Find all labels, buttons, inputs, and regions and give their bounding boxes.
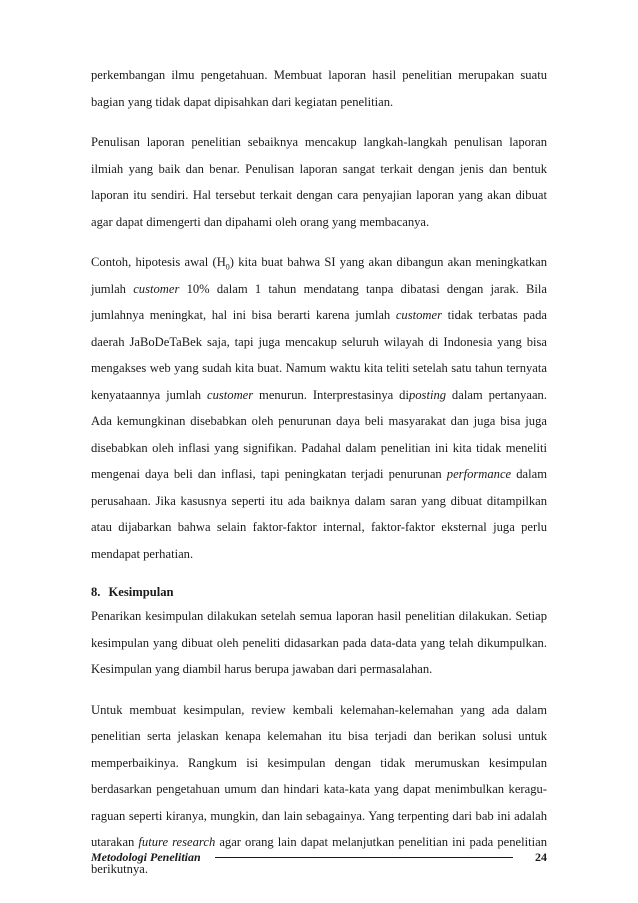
text-run: tidak terbatas pada daerah JaBoDeTaBek saja, tapi juga mencakup seluruh wilayah di Indonesia yang bisa mengakses web yang sudah kita buat. Namum waktu kita teliti setelah satu tahun ternyata kenyataannya jumlah: [91, 308, 547, 402]
text-run: 10% dalam 1 tahun mendatang tanpa dibatasi dengan jarak. Bila jumlahnya meningkat, hal ini bisa berarti karena jumlah: [91, 281, 547, 322]
text-run: dalam pertanyaan. Ada kemungkinan disebabkan oleh penurunan daya beli masyarakat dan juga bisa juga disebabkan oleh inflasi yang signifikan. Padahal dalam penelitian ini kita tidak meneliti mengenai daya beli dan inflasi, tapi peningkatan terjadi penurunan: [91, 387, 547, 481]
section-number: 8.: [91, 585, 101, 599]
subscript-zero: 0: [225, 262, 230, 272]
page-body: [91, 62, 547, 896]
text-run: Contoh, hipotesis awal (H: [91, 255, 226, 269]
italic-term: customer: [133, 281, 180, 296]
italic-term: customer: [206, 387, 254, 402]
text-run: ) kita buat bahwa SI yang akan dibangun akan meningkatkan jumlah: [91, 255, 547, 296]
page-number: 24: [535, 849, 547, 864]
paragraph-hypothesis-example: [91, 249, 547, 567]
page-footer: [91, 849, 547, 865]
section-heading-kesimpulan: [91, 581, 547, 603]
footer-title: Metodologi Penelitian: [91, 849, 201, 864]
text-run: Untuk membuat kesimpulan, review kembali kelemahan-kelemahan yang ada dalam penelitian serta jelaskan kenapa kelemahan itu bisa terjadi dan berikan solusi untuk memperbaikinya. Rangkum isi kesimpulan dengan tidak merumuskan kesimpulan berdasarkan pengetahuan umum dan hindari kata-kata yang dapat menimbulkan keragu-raguan seperti kiranya, mungkin, dan lain sebagainya. Yang terpenting dari bab ini adalah utarakan: [91, 702, 547, 849]
paragraph-conclusion-definition: Penarikan kesimpulan dilakukan setelah semua laporan hasil penelitian dilakukan. Setiap kesimpulan yang dibuat oleh peneliti didasarkan pada data-data yang telah dikumpulkan. Kesimpulan yang diambil harus berupa jawaban dari permasalahan.: [91, 609, 547, 676]
text-run: dalam perusahaan. Jika kasusnya seperti itu ada baiknya dalam saran yang dibuat ditampilkan atau dijabarkan bahwa selain faktor-faktor internal, faktor-faktor eksternal juga perlu mendapat perhatian.: [91, 467, 547, 561]
italic-term: future research: [138, 835, 216, 849]
footer-rule: [215, 857, 513, 858]
paragraph-intro-continuation: perkembangan ilmu pengetahuan. Membuat laporan hasil penelitian merupakan suatu bagian yang tidak dapat dipisahkan dari kegiatan penelitian.: [91, 68, 547, 109]
text-run: agar orang lain dapat melanjutkan penelitian ini pada penelitian berikutnya.: [91, 835, 547, 876]
italic-term: customer: [395, 308, 442, 322]
italic-term: posting: [408, 387, 447, 402]
paragraph-report-writing: Penulisan laporan penelitian sebaiknya mencakup langkah-langkah penulisan laporan ilmiah yang baik dan benar. Penulisan laporan sangat terkait dengan jenis dan bentuk laporan itu sendiri. Hal tersebut terkait dengan cara penyajian laporan yang akan dibuat agar dapat dimengerti dan dipahami oleh orang yang membacanya.: [91, 135, 547, 229]
section-title: Kesimpulan: [108, 585, 174, 599]
text-run: menurun. Interprestasinya di: [253, 387, 409, 402]
italic-term: performance: [446, 467, 512, 481]
